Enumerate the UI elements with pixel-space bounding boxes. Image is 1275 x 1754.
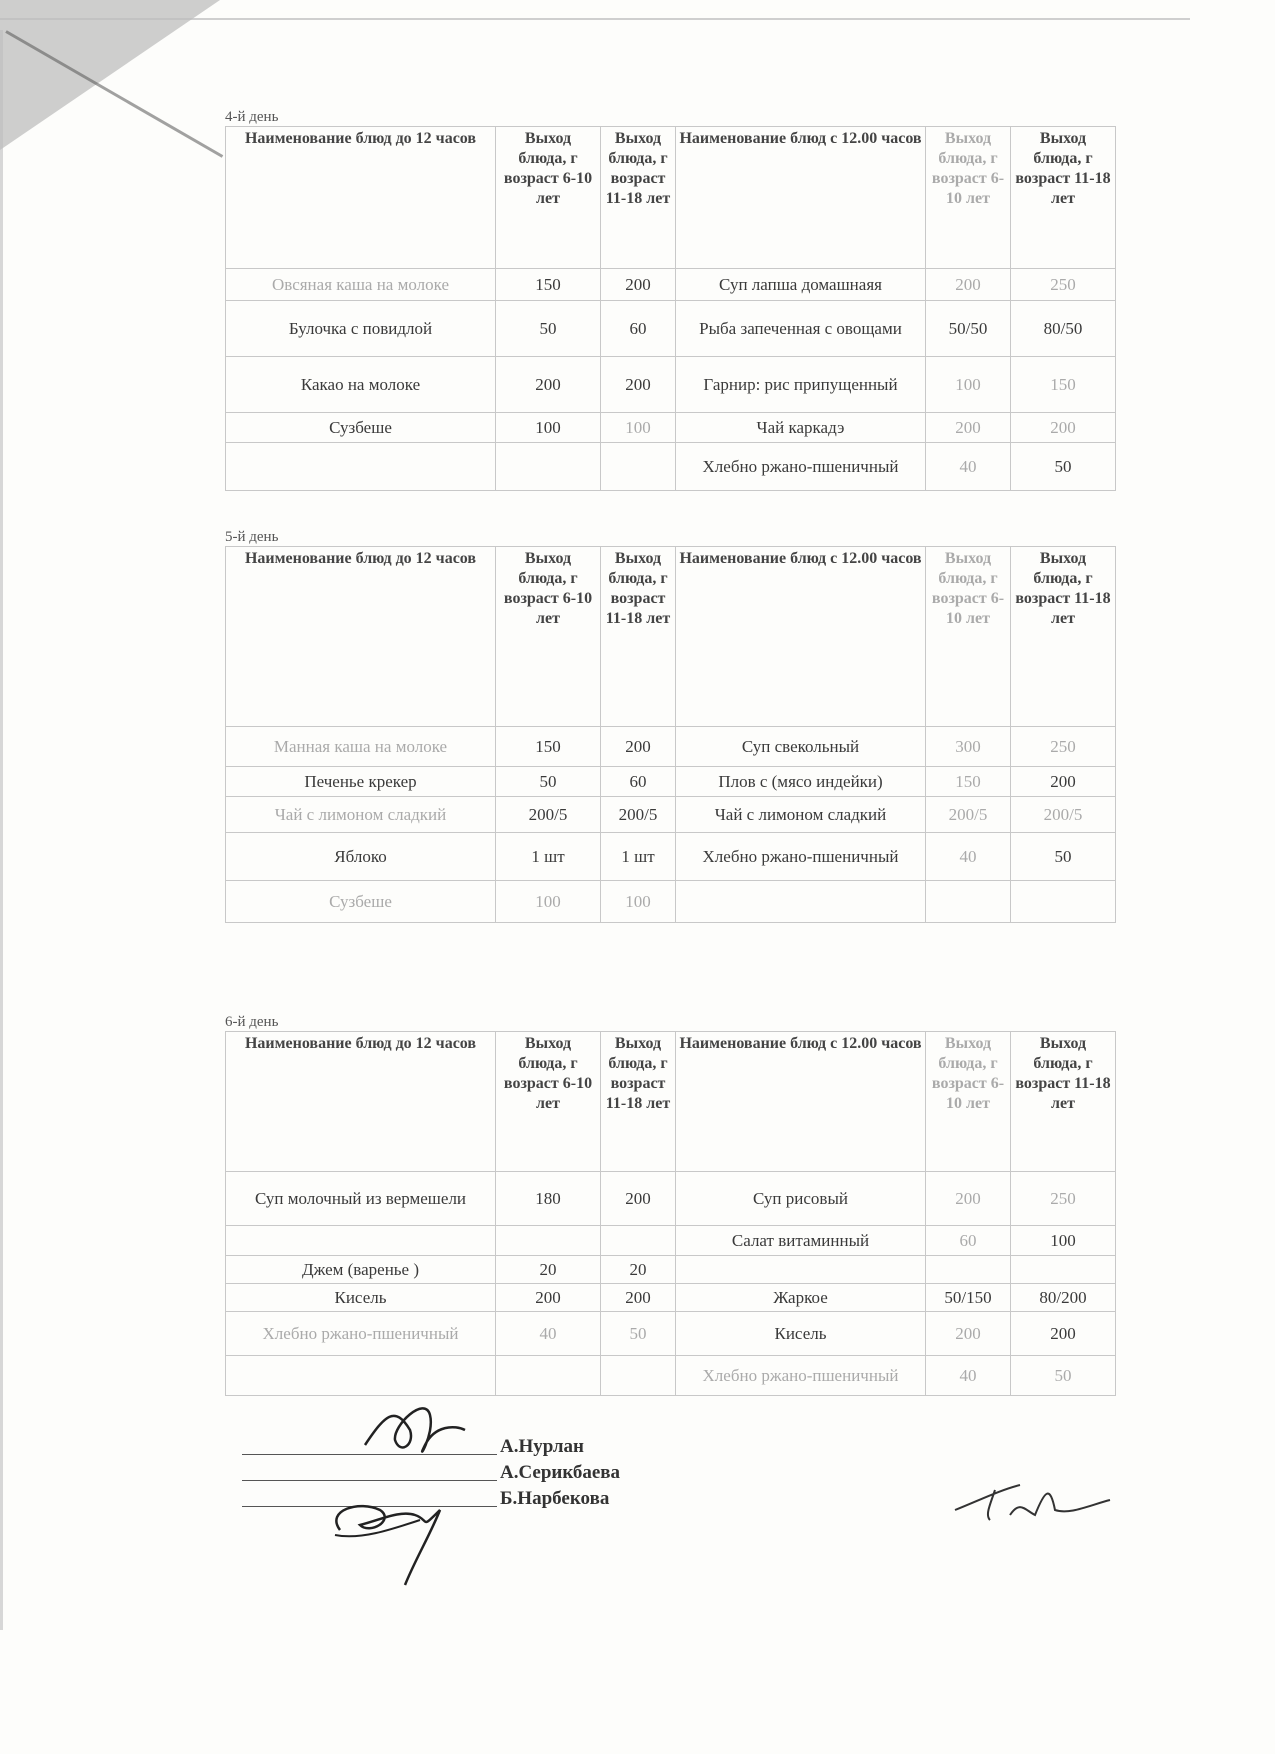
yield-cell: 60 <box>926 1226 1011 1256</box>
yield-cell: 300 <box>926 727 1011 767</box>
day-6-section <box>225 1013 1115 1396</box>
day-title: 5-й день <box>225 529 279 545</box>
yield-cell: 80/200 <box>1011 1284 1116 1312</box>
yield-cell: 200 <box>601 1284 676 1312</box>
dish-cell: Какао на молоке <box>226 357 496 413</box>
yield-cell <box>926 1256 1011 1284</box>
scan-left-edge <box>0 30 3 1630</box>
header-yield-6-10: Выход блюда, г возраст 6-10 лет <box>496 127 601 269</box>
yield-cell: 200 <box>926 1172 1011 1226</box>
yield-cell <box>601 1226 676 1256</box>
day-4-section <box>225 108 1115 491</box>
table-row <box>226 1312 1116 1356</box>
yield-cell: 200 <box>926 269 1011 301</box>
dish-cell: Суп свекольный <box>676 727 926 767</box>
header-dish-after-12: Наименование блюд с 12.00 часов <box>676 1032 926 1172</box>
menu-table-day-6 <box>225 1031 1116 1396</box>
yield-cell: 100 <box>496 881 601 923</box>
yield-cell: 250 <box>1011 1172 1116 1226</box>
dish-cell: Кисель <box>226 1284 496 1312</box>
yield-cell: 200 <box>496 357 601 413</box>
dish-cell: Хлебно ржано-пшеничный <box>676 443 926 491</box>
yield-cell: 250 <box>1011 269 1116 301</box>
handwritten-signature-2 <box>320 1480 470 1590</box>
yield-cell: 50 <box>601 1312 676 1356</box>
yield-cell: 80/50 <box>1011 301 1116 357</box>
dish-cell <box>226 443 496 491</box>
header-yield-after-11-18: Выход блюда, г возраст 11-18 лет <box>1011 127 1116 269</box>
dish-cell: Гарнир: рис припущенный <box>676 357 926 413</box>
header-yield-11-18: Выход блюда, г возраст 11-18 лет <box>601 1032 676 1172</box>
yield-cell: 200 <box>601 269 676 301</box>
yield-cell <box>1011 881 1116 923</box>
yield-cell: 50 <box>496 767 601 797</box>
yield-cell: 200 <box>496 1284 601 1312</box>
table-row <box>226 1284 1116 1312</box>
yield-cell: 200 <box>1011 413 1116 443</box>
header-row <box>226 127 1116 269</box>
menu-table-day-4 <box>225 126 1116 491</box>
header-yield-after-6-10: Выход блюда, г возраст 6-10 лет <box>926 1032 1011 1172</box>
yield-cell: 100 <box>1011 1226 1116 1256</box>
yield-cell: 200 <box>926 413 1011 443</box>
table-row <box>226 797 1116 833</box>
yield-cell: 50 <box>1011 443 1116 491</box>
header-yield-6-10: Выход блюда, г возраст 6-10 лет <box>496 1032 601 1172</box>
dish-cell: Суп лапша домашнаяя <box>676 269 926 301</box>
yield-cell: 50/50 <box>926 301 1011 357</box>
yield-cell: 100 <box>926 357 1011 413</box>
dish-cell: Джем (варенье ) <box>226 1256 496 1284</box>
dish-cell <box>676 881 926 923</box>
header-dish-before-12: Наименование блюд до 12 часов <box>226 1032 496 1172</box>
dish-cell: Хлебно ржано-пшеничный <box>676 833 926 881</box>
header-yield-6-10: Выход блюда, г возраст 6-10 лет <box>496 547 601 727</box>
dish-cell: Чай с лимоном сладкий <box>676 797 926 833</box>
dish-cell: Сузбеше <box>226 881 496 923</box>
yield-cell: 50 <box>1011 1356 1116 1396</box>
yield-cell: 100 <box>601 413 676 443</box>
header-dish-before-12: Наименование блюд до 12 часов <box>226 547 496 727</box>
dish-cell: Сузбеше <box>226 413 496 443</box>
yield-cell: 1 шт <box>496 833 601 881</box>
dish-cell: Плов с (мясо индейки) <box>676 767 926 797</box>
yield-cell <box>496 1356 601 1396</box>
table-row <box>226 767 1116 797</box>
yield-cell <box>601 1356 676 1396</box>
yield-cell: 20 <box>601 1256 676 1284</box>
day-title: 4-й день <box>225 109 279 125</box>
yield-cell: 200/5 <box>926 797 1011 833</box>
header-row <box>226 1032 1116 1172</box>
yield-cell: 200/5 <box>496 797 601 833</box>
yield-cell: 200 <box>1011 767 1116 797</box>
handwritten-signature-1 <box>355 1385 475 1475</box>
yield-cell <box>496 443 601 491</box>
header-yield-11-18: Выход блюда, г возраст 11-18 лет <box>601 127 676 269</box>
dish-cell: Чай каркадэ <box>676 413 926 443</box>
yield-cell: 200 <box>601 1172 676 1226</box>
yield-cell: 60 <box>601 767 676 797</box>
yield-cell: 60 <box>601 301 676 357</box>
dish-cell <box>226 1226 496 1256</box>
table-row <box>226 881 1116 923</box>
header-yield-after-11-18: Выход блюда, г возраст 11-18 лет <box>1011 1032 1116 1172</box>
yield-cell <box>1011 1256 1116 1284</box>
yield-cell: 20 <box>496 1256 601 1284</box>
dish-cell <box>676 1256 926 1284</box>
header-row <box>226 547 1116 727</box>
yield-cell: 150 <box>1011 357 1116 413</box>
dish-cell: Суп рисовый <box>676 1172 926 1226</box>
table-row <box>226 1172 1116 1226</box>
table-row <box>226 301 1116 357</box>
dish-cell: Овсяная каша на молоке <box>226 269 496 301</box>
table-row <box>226 1256 1116 1284</box>
yield-cell: 250 <box>1011 727 1116 767</box>
dish-cell: Кисель <box>676 1312 926 1356</box>
dish-cell: Салат витаминный <box>676 1226 926 1256</box>
yield-cell: 40 <box>496 1312 601 1356</box>
yield-cell: 40 <box>926 833 1011 881</box>
yield-cell <box>926 881 1011 923</box>
signatory-name: А.Нурлан <box>500 1436 584 1457</box>
header-dish-after-12: Наименование блюд с 12.00 часов <box>676 547 926 727</box>
table-row <box>226 833 1116 881</box>
table-row <box>226 357 1116 413</box>
yield-cell: 50 <box>1011 833 1116 881</box>
yield-cell: 50 <box>496 301 601 357</box>
dish-cell: Манная каша на молоке <box>226 727 496 767</box>
yield-cell: 40 <box>926 1356 1011 1396</box>
header-yield-11-18: Выход блюда, г возраст 11-18 лет <box>601 547 676 727</box>
yield-cell: 200/5 <box>601 797 676 833</box>
signatory-name: Б.Нарбекова <box>500 1488 610 1509</box>
table-row <box>226 1226 1116 1256</box>
yield-cell: 200 <box>601 727 676 767</box>
dish-cell: Жаркое <box>676 1284 926 1312</box>
day-title: 6-й день <box>225 1014 279 1030</box>
yield-cell: 150 <box>496 269 601 301</box>
table-row <box>226 443 1116 491</box>
handwritten-signature-3 <box>950 1470 1120 1530</box>
yield-cell: 1 шт <box>601 833 676 881</box>
header-yield-after-6-10: Выход блюда, г возраст 6-10 лет <box>926 547 1011 727</box>
table-row <box>226 269 1116 301</box>
dish-cell: Чай с лимоном сладкий <box>226 797 496 833</box>
table-row <box>226 413 1116 443</box>
yield-cell: 200 <box>1011 1312 1116 1356</box>
table-row <box>226 727 1116 767</box>
day-5-section <box>225 528 1115 923</box>
yield-cell: 200/5 <box>1011 797 1116 833</box>
dish-cell: Яблоко <box>226 833 496 881</box>
dish-cell: Печенье крекер <box>226 767 496 797</box>
header-yield-after-6-10: Выход блюда, г возраст 6-10 лет <box>926 127 1011 269</box>
yield-cell: 200 <box>926 1312 1011 1356</box>
dish-cell: Суп молочный из вермешели <box>226 1172 496 1226</box>
yield-cell: 100 <box>496 413 601 443</box>
dish-cell: Булочка с повидлой <box>226 301 496 357</box>
header-yield-after-11-18: Выход блюда, г возраст 11-18 лет <box>1011 547 1116 727</box>
dish-cell: Хлебно ржано-пшеничный <box>226 1312 496 1356</box>
yield-cell: 50/150 <box>926 1284 1011 1312</box>
header-dish-after-12: Наименование блюд с 12.00 часов <box>676 127 926 269</box>
yield-cell: 40 <box>926 443 1011 491</box>
yield-cell: 180 <box>496 1172 601 1226</box>
dish-cell: Хлебно ржано-пшеничный <box>676 1356 926 1396</box>
header-dish-before-12: Наименование блюд до 12 часов <box>226 127 496 269</box>
signatory-name: А.Серикбаева <box>500 1462 621 1483</box>
folded-corner <box>0 0 220 150</box>
dish-cell: Рыба запеченная с овощами <box>676 301 926 357</box>
yield-cell: 150 <box>926 767 1011 797</box>
yield-cell <box>496 1226 601 1256</box>
yield-cell: 200 <box>601 357 676 413</box>
yield-cell: 150 <box>496 727 601 767</box>
yield-cell <box>601 443 676 491</box>
yield-cell: 100 <box>601 881 676 923</box>
menu-table-day-5 <box>225 546 1116 923</box>
